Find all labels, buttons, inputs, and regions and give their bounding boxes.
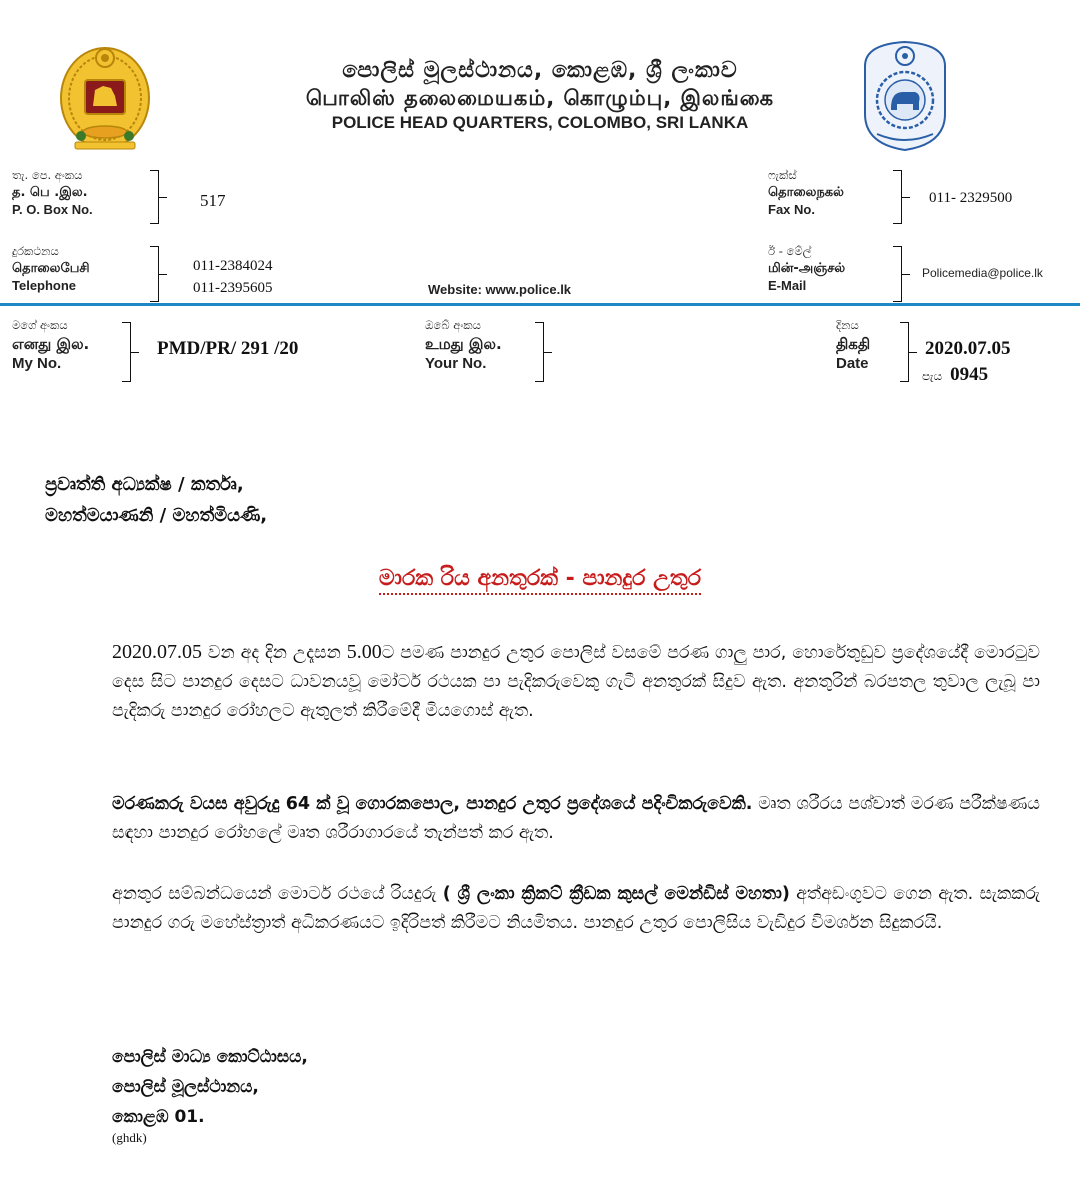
fax-brace (893, 170, 902, 224)
paragraph-3 (112, 880, 1040, 938)
pobox-label-en: P. O. Box No. (12, 202, 93, 218)
telephone-value-2: 011-2395605 (193, 280, 273, 296)
p3-bold-text: ( ශ්‍රී ලංකා ක්‍රිකට් ක්‍රීඩක කුසල් මෙන්ඩිස් මහතා) (442, 884, 790, 904)
email-label-en: E-Mail (768, 278, 807, 294)
your-no-label-en: Your No. (425, 354, 487, 372)
p1-text-a: වන අද දින උදෑසන (202, 643, 347, 663)
fax-label-si: ෆැක්ස් (768, 168, 797, 182)
fax-label (768, 168, 844, 219)
p1-date: 2020.07.05 (112, 641, 202, 663)
header-title-tamil: பொலிஸ் தலைமையகம், கொழும்பு, இலங்கை (305, 86, 775, 110)
header-divider (0, 303, 1080, 306)
salutation-line-1: ප්‍රවෘත්ති අධ්‍යක්ෂ / කර්තෘ, (45, 474, 244, 495)
signature-line-2: පොලිස් මූලස්ථානය, (112, 1077, 259, 1097)
time-label: පැය (922, 369, 943, 383)
my-no-value: PMD/PR/ 291 /20 (157, 338, 299, 359)
p2-bold-text: මරණකරු වයස අවුරුදු 64 ක් වූ ගොරකපොල, පානදුර උතුර ප්‍රදේශයේ පදිංචිකරුවෙකි. (112, 794, 753, 814)
p2-text: මෘත ශරීරය පශ්චාත් මරණ පරීක්ෂණය සඳහා පානදුර රෝහලේ මෘත ශරීරාගාරයේ තැන්පත් කර ඇත. (112, 794, 1040, 843)
my-no-brace (122, 322, 131, 382)
your-no-label-si: ඔබේ අංකය (425, 318, 481, 332)
subject-heading (0, 566, 1080, 591)
email-brace (893, 246, 902, 302)
email-label (768, 244, 845, 295)
signature-line-1: පොලිස් මාධ්‍ය කොට්ඨාසය, (112, 1047, 308, 1067)
my-no-label-en: My No. (12, 354, 62, 372)
p3-text-b: අත්අඩංගුවට ගෙන ඇත. සැකකරු පානදුර ගරු මහේස්ත්‍රාත් අධිකරණයට ඉදිරිපත් කිරීමට නියමිතය. පානදුර උතුර පොලිසිය වැඩිදුර විමර්ශන සිදුකරයි. (112, 884, 1040, 933)
email-value[interactable]: Policemedia@police.lk (922, 266, 1043, 280)
website-link[interactable]: Website: www.police.lk (428, 282, 572, 297)
pobox-label (12, 168, 93, 219)
date-label-ta: திகதி (836, 334, 871, 353)
paragraph-1 (112, 638, 1040, 726)
telephone-label (12, 244, 90, 295)
telephone-brace (150, 246, 159, 302)
your-no-brace (535, 322, 544, 382)
pobox-brace (150, 170, 159, 224)
date-label (836, 318, 870, 374)
your-no-label-ta: உமது இல. (425, 334, 502, 353)
email-label-ta: மின்-அஞ்சல் (768, 260, 846, 276)
my-no-label (12, 318, 89, 374)
telephone-label-en: Telephone (12, 278, 77, 294)
paragraph-2 (112, 790, 1040, 848)
p3-text-a: අනතුර සම්බන්ධයෙන් මොටර් රථයේ රියදුරු (112, 884, 443, 904)
date-label-si: දිනය (836, 318, 859, 332)
pobox-label-si: තැ. පෙ. අංකය (12, 168, 83, 182)
p1-text-b: ට පමණ පානදුර උතුර පොලිස් වසමේ පරණ ගාලු පාර, හොරේතුඩුව ප්‍රදේශයේදී මොරටුව දෙස සිට පානදුර දෙසට ධාවනයවූ මෝටර් රථයක පා පැදිකරුවෙකු ගැටී අනතුරක් සිදුව ඇත. අනතුරින් බරපතල තුවාල ලැබූ පා පැදිකරු පානදුර රෝහලට ඇතුලත් කිරීමේදී මියගොස් ඇත. (112, 643, 1040, 721)
pobox-label-ta: த. பெ .இல. (12, 184, 88, 200)
date-value: 2020.07.05 (925, 338, 1011, 359)
reference-initials: (ghdk) (112, 1130, 147, 1145)
pobox-value: 517 (200, 191, 226, 210)
fax-label-en: Fax No. (768, 202, 815, 218)
telephone-label-ta: தொலைபேசி (12, 260, 90, 276)
fax-value: 011- 2329500 (929, 190, 1013, 206)
telephone-value-1: 011-2384024 (193, 258, 273, 274)
header-title-sinhala: පොලිස් මූලස්ථානය, කොළඹ, ශ්‍රී ලංකාව (342, 58, 738, 83)
fax-label-ta: தொலைநகல் (768, 184, 844, 200)
salutation-line-2: මහත්මයාණනි / මහත්මියණි, (45, 505, 268, 526)
subject-text: මාරක රිය අනතුරක් - පානදුර උතුර (379, 566, 701, 595)
header-title-english: POLICE HEAD QUARTERS, COLOMBO, SRI LANKA (331, 113, 749, 132)
signature-line-3: කොළඹ 01. (112, 1107, 205, 1127)
time-value: 0945 (950, 364, 989, 385)
your-no-label (425, 318, 502, 374)
date-brace (900, 322, 909, 382)
my-no-label-si: මගේ අංකය (12, 318, 68, 332)
p1-time: 5.00 (346, 641, 382, 663)
time-row (922, 364, 988, 386)
my-no-label-ta: எனது இல. (12, 334, 90, 353)
date-label-en: Date (836, 354, 869, 372)
email-label-si: ඊ - මේල් (768, 244, 812, 258)
telephone-label-si: දුරකථනය (12, 244, 59, 258)
